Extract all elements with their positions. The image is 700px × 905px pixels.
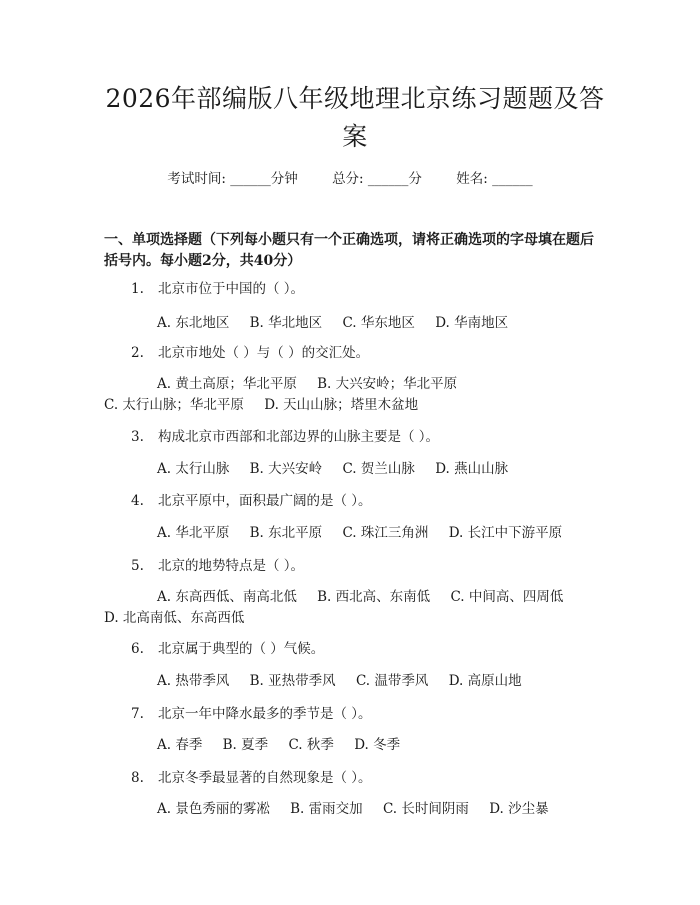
answer-option: D. 华南地区 xyxy=(435,315,509,331)
answer-option: B. 大兴安岭；华北平原 xyxy=(317,376,458,392)
document-title: 2026年部编版八年级地理北京练习题题及答案 xyxy=(105,84,605,151)
answer-option: C. 秋季 xyxy=(288,737,334,753)
question-options xyxy=(104,587,594,629)
question-options xyxy=(104,671,594,692)
answer-option: B. 亚热带季风 xyxy=(249,673,336,689)
exam-time-unit: 分钟 xyxy=(270,171,298,187)
answer-option: B. 华北地区 xyxy=(249,315,323,331)
answer-option: C. 中间高、四周低 xyxy=(450,589,564,605)
question-stem xyxy=(131,280,601,298)
answer-option: B. 夏季 xyxy=(222,737,269,753)
question-options xyxy=(104,313,594,334)
answer-option: B. 大兴安岭 xyxy=(249,461,323,477)
question-stem xyxy=(131,344,601,362)
answer-option: B. 东北平原 xyxy=(249,525,323,541)
question-options xyxy=(104,374,594,416)
total-score-blank: ______ xyxy=(367,171,409,187)
question-text: 北京平原中，面积最广阔的是（ ）。 xyxy=(158,493,372,509)
exam-time-blank: ______ xyxy=(230,171,271,187)
answer-option: A. 太行山脉 xyxy=(157,461,230,477)
answer-option: C. 温带季风 xyxy=(355,673,429,689)
answer-option: D. 高原山地 xyxy=(448,673,522,689)
question-text: 北京市位于中国的（ ）。 xyxy=(158,281,305,297)
question-text: 北京一年中降水最多的季节是（ ）。 xyxy=(158,706,372,722)
question-number: 1. xyxy=(131,281,144,297)
question-number: 8. xyxy=(131,770,144,786)
question-stem xyxy=(131,640,601,658)
answer-option: D. 长江中下游平原 xyxy=(448,525,563,541)
answer-option: B. 西北高、东南低 xyxy=(317,589,431,605)
answer-option: A. 东北地区 xyxy=(157,315,230,331)
total-score-label: 总分: xyxy=(332,171,364,187)
answer-option: A. 华北平原 xyxy=(157,525,230,541)
question-stem xyxy=(131,492,601,510)
exam-time-label: 考试时间: xyxy=(167,171,226,187)
question-text: 北京市地处（ ）与（ ）的交汇处。 xyxy=(158,345,370,361)
student-name-label: 姓名: xyxy=(456,171,488,187)
question-options xyxy=(104,523,594,544)
answer-option: B. 雷雨交加 xyxy=(290,801,363,817)
question-number: 3. xyxy=(131,429,144,445)
answer-option: C. 贺兰山脉 xyxy=(342,461,415,477)
answer-option: C. 华东地区 xyxy=(342,315,415,331)
answer-option: A. 春季 xyxy=(157,737,203,753)
question-number: 4. xyxy=(131,493,144,509)
answer-option: D. 北高南低、东高西低 xyxy=(104,610,245,626)
answer-option: D. 天山山脉；塔里木盆地 xyxy=(264,397,419,413)
answer-option: A. 黄土高原；华北平原 xyxy=(157,376,297,392)
question-options xyxy=(104,799,594,820)
question-options xyxy=(104,735,594,756)
answer-option: A. 景色秀丽的雾凇 xyxy=(157,801,270,817)
answer-option: C. 太行山脉；华北平原 xyxy=(104,397,244,413)
student-name-blank: ______ xyxy=(492,171,533,187)
question-stem xyxy=(131,769,601,787)
question-number: 7. xyxy=(131,706,144,722)
question-number: 2. xyxy=(131,345,144,361)
answer-option: C. 长时间阴雨 xyxy=(382,801,469,817)
answer-option: C. 珠江三角洲 xyxy=(342,525,429,541)
question-stem xyxy=(131,705,601,723)
exam-info-line xyxy=(0,167,700,187)
question-text: 北京冬季最显著的自然现象是（ ）。 xyxy=(158,770,372,786)
section-heading: 一、单项选择题（下列每小题只有一个正确选项，请将正确选项的字母填在题后括号内。每小题2分，共40分） xyxy=(104,232,594,269)
answer-option: D. 冬季 xyxy=(354,737,401,753)
answer-option: A. 热带季风 xyxy=(157,673,230,689)
question-stem xyxy=(131,557,601,575)
question-text: 北京的地势特点是（ ）。 xyxy=(158,558,305,574)
answer-option: D. 燕山山脉 xyxy=(435,461,509,477)
total-score-unit: 分 xyxy=(408,171,422,187)
answer-option: D. 沙尘暴 xyxy=(489,801,549,817)
question-number: 6. xyxy=(131,641,144,657)
question-text: 构成北京市西部和北部边界的山脉主要是（ ）。 xyxy=(158,429,440,445)
question-text: 北京属于典型的（ ）气候。 xyxy=(158,641,325,657)
question-stem xyxy=(131,428,601,446)
question-number: 5. xyxy=(131,558,144,574)
answer-option: A. 东高西低、南高北低 xyxy=(157,589,297,605)
question-options xyxy=(104,459,594,480)
